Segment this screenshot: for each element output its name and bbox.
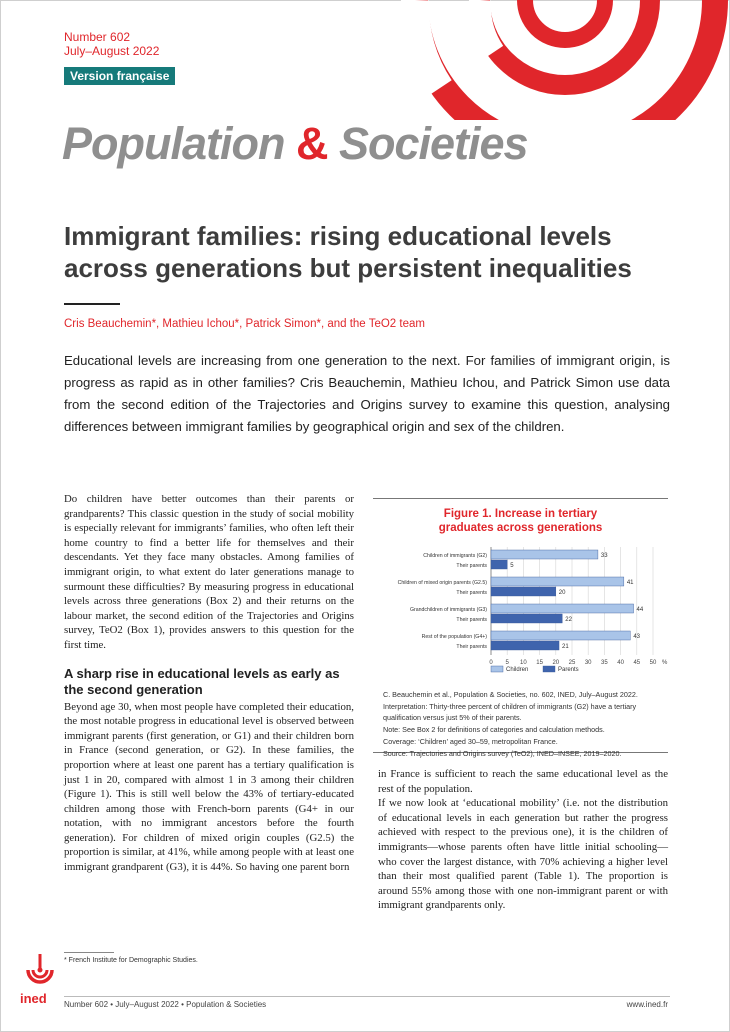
bar-parents [491,641,559,650]
figure-coverage: Coverage: ‘Children’ aged 30–59, metropolitan France. [383,737,558,746]
intro-paragraph: Do children have better outcomes than their parents or grandparents? This classic question in the study of social mobility is especially relevant for immigrants’ families, who often left their home country to find a better life for themselves and their descendants. Yet they face many obstacles. Among families of immigrant origin, to what extent do later generations manage to surmount these difficulties? By measuring progress in educational levels across three generations (Box 2) and their returns on the labour market, the second edition of the Trajectories and Origins survey, TeO2 (Box 1), provides answers to this question for the first time. [64,493,354,651]
decorative-arcs-icon [320,0,730,120]
category-label: Children of mixed origin parents (G2.5) [397,580,487,586]
figure-note: Note: See Box 2 for definitions of categories and calculation methods. [383,725,605,734]
data-label: 44 [636,607,644,613]
bar-parents [491,560,507,569]
right-paragraph-2: If we now look at ‘educational mobility’ (i.e. not the distribution of educational levels in each generation but rather the progress achieved with respect to the previous one), it is the children of immigrants—whose parents often have little initial schooling—who cover the largest distance, with 70% achieving a higher level than their most qualified parent (Table 1). The proportion is around 55% among those with one non-immigrant parent or with immigrant grandparents only. [378,797,668,912]
category-label: Their parents [456,644,487,650]
left-column [64,492,354,875]
article-authors: Cris Beauchemin*, Mathieu Ichou*, Patrick Simon*, and the TeO2 team [64,318,425,330]
figure-interpretation: Interpretation: Thirty-three percent of children of immigrants (G2) have a tertiary qualification versus just 5% of their parents. [383,702,637,722]
figure-source: Source: Trajectories and Origins survey (TeO2), INED–INSEE, 2019–2020. [383,749,622,758]
figure-source-line: C. Beauchemin et al., Population & Societies, no. 602, INED, July–August 2022. [383,690,638,699]
bar-parents [491,587,556,596]
x-tick-label: 5 [505,660,509,666]
footer-divider [64,996,670,997]
data-label: 5 [510,563,514,569]
footer-left: Number 602 • July–August 2022 • Population & Societies [64,1000,267,1009]
x-tick-label: 25 [568,660,576,666]
ined-logo-text: ined [20,991,47,1006]
footnote: * French Institute for Demographic Studies. [64,957,198,964]
legend-swatch [491,666,503,672]
issue-date: July–August 2022 [64,44,160,58]
section-paragraph: Beyond age 30, when most people have completed their education, the most notable progress in educational level is observed between immigrant parents (first generation, or G1) and their children born in France (second generation, or G2). In these families, the proportion where at least one parent has a tertiary qualification is just 1 in 20, compared with almost 1 in 3 among their children (Figure 1). This is still well below the 43% of tertiary-educated children among those with French-born parents (G4+ in our notation, with no immigrant ancestors before the fourth generation). For children of mixed origin couples (G2.5) the proportion is similar, at 41%, while among people with at least one immigrant grandparent (G3), it is 44%. So having one parent born [64,700,354,874]
x-tick-label: 10 [520,660,527,666]
ined-logo-icon [22,950,58,990]
masthead-part1: Population [62,118,296,169]
issue-number: Number 602 [64,30,131,44]
x-tick-label: 0 [489,660,493,666]
bar-parents [491,614,562,623]
data-label: 22 [565,617,572,623]
category-label: Rest of the population (G4+) [421,634,487,640]
figure-title [373,507,668,535]
article-abstract: Educational levels are increasing from one generation to the next. For families of immigrant origin, is progress as rapid as in other families? Cris Beauchemin, Mathieu Ichou, and Patrick Simon use data from the second edition of the Trajectories and Origins survey to examine this question, analysing differences between immigrant families by geographical origin and sex of the children. [64,353,670,434]
data-label: 20 [558,590,566,596]
x-tick-label: 35 [601,660,608,666]
data-label: 33 [600,553,608,559]
figure-box [373,498,668,758]
bar-children [491,577,624,586]
category-label: Children of immigrants (G2) [423,553,487,559]
category-label: Their parents [456,563,487,569]
language-badge-link[interactable]: Version française [64,67,175,85]
category-label: Their parents [456,590,487,596]
x-tick-label: 45 [633,660,641,666]
data-label: 41 [626,580,634,586]
footnote-divider [64,952,114,953]
section-heading: A sharp rise in educational levels as early as the second generation [64,665,340,697]
bar-children [491,604,634,613]
bar-children [491,550,598,559]
bar-children [491,631,630,640]
x-tick-label: 40 [617,660,624,666]
x-tick-label: 15 [536,660,543,666]
data-label: 21 [562,644,569,650]
x-axis-label: % [662,660,668,666]
legend-label: Parents [558,667,579,673]
figure-title-line2: graduates across generations [438,522,603,534]
category-label: Their parents [456,617,487,623]
data-label: 43 [633,634,641,640]
legend-label: Children [506,667,529,673]
x-tick-label: 30 [584,660,592,666]
issue-info [64,30,159,58]
right-column [378,767,668,913]
bar-chart [373,543,668,683]
right-paragraph-1: in France is sufficient to reach the same educational level as the rest of the population. [378,768,668,795]
legend-swatch [543,666,555,672]
masthead-ampersand: & [295,118,328,169]
category-label: Grandchildren of immigrants (G3) [410,607,487,613]
masthead [62,118,528,170]
figure-notes [383,689,667,760]
title-divider [64,303,120,305]
x-tick-label: 50 [649,660,657,666]
article-title: Immigrant families: rising educational levels across generations but persistent inequalities [64,221,632,283]
figure-title-line1: Figure 1. Increase in tertiary [443,508,598,520]
x-tick-label: 20 [552,660,560,666]
footer-website-link[interactable]: www.ined.fr [626,1000,668,1009]
masthead-part2: Societies [327,118,528,169]
